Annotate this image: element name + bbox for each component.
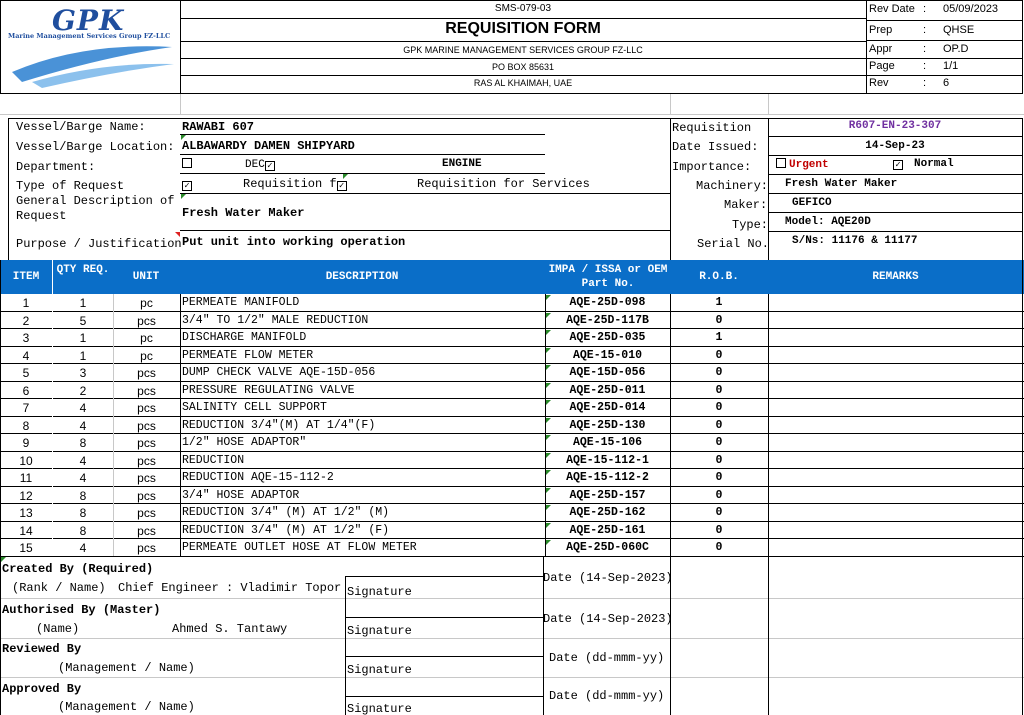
cell-part-no[interactable]: AQE-25D-117B [566, 313, 649, 327]
approved-by-title: Approved By [2, 682, 82, 696]
cell-remarks[interactable] [770, 366, 1020, 380]
cell-unit[interactable]: pcs [137, 523, 156, 538]
cell-item[interactable]: 7 [22, 401, 30, 415]
req-items-checkbox[interactable]: ✓ [182, 181, 192, 191]
deck-checkbox[interactable] [182, 158, 192, 168]
cell-qty[interactable]: 1 [79, 331, 87, 345]
date-issued-value[interactable]: 14-Sep-23 [865, 140, 925, 152]
cell-rob[interactable]: 0 [715, 383, 723, 397]
req-items-label: Requisition f [243, 177, 337, 191]
cell-qty[interactable]: 8 [79, 488, 87, 503]
cell-rob[interactable]: 0 [715, 401, 723, 414]
cell-item[interactable]: 10 [19, 453, 33, 468]
cell-remarks[interactable] [770, 349, 1020, 363]
cell-item[interactable]: 8 [22, 418, 30, 433]
engine-checkbox[interactable]: ✓ [265, 161, 275, 171]
meta-page-sep: : [923, 60, 927, 72]
cell-item[interactable]: 14 [19, 523, 33, 538]
cell-qty[interactable]: 8 [79, 436, 87, 450]
meta-rev-date-sep: : [923, 3, 927, 15]
company-logo [2, 2, 178, 92]
cell-qty[interactable]: 2 [79, 383, 87, 398]
cell-unit[interactable]: pcs [137, 313, 156, 328]
maker-label: Maker: [724, 198, 768, 212]
cell-rob[interactable]: 0 [715, 418, 723, 432]
cell-rob[interactable]: 1 [715, 331, 723, 344]
cell-part-no[interactable]: AQE-15-112-2 [566, 471, 649, 484]
cell-rob[interactable]: 0 [715, 348, 723, 362]
requisition-label: Requisition [672, 121, 752, 135]
cell-item[interactable]: 15 [19, 541, 33, 555]
table-row[interactable] [0, 399, 1024, 417]
cell-remarks[interactable] [770, 419, 1020, 433]
cell-unit[interactable]: pcs [137, 418, 156, 433]
approved-signature-label: Signature [347, 702, 412, 715]
cell-unit[interactable]: pcs [137, 383, 156, 398]
cell-part-no[interactable]: AQE-25D-098 [569, 296, 646, 309]
approved-date[interactable]: Date (dd-mmm-yy) [549, 689, 665, 703]
meta-rev-sep: : [923, 77, 927, 89]
cell-unit[interactable]: pcs [137, 488, 156, 503]
cell-qty[interactable]: 4 [79, 418, 87, 433]
cell-part-no[interactable]: AQE-25D-157 [569, 488, 646, 502]
col-header-qty: QTY REQ. [56, 264, 110, 276]
cell-rob[interactable]: 0 [715, 506, 723, 519]
cell-remarks[interactable] [770, 506, 1020, 520]
reviewed-signature-label: Signature [347, 663, 412, 677]
urgent-option[interactable] [776, 158, 829, 171]
cell-remarks[interactable] [770, 541, 1020, 555]
cell-remarks[interactable] [770, 471, 1020, 485]
cell-qty[interactable]: 1 [79, 348, 87, 363]
created-by-sub: (Rank / Name) [12, 581, 106, 595]
cell-item[interactable]: 12 [19, 488, 33, 503]
request-type-label: Type of Request [16, 179, 125, 193]
meta-page-label: Page [869, 60, 895, 72]
cell-rob[interactable]: 0 [715, 471, 723, 484]
header-block [0, 0, 1024, 95]
table-row[interactable] [0, 487, 1024, 505]
cell-part-no[interactable]: AQE-25D-035 [569, 331, 646, 344]
col-header-remarks: REMARKS [872, 271, 919, 283]
normal-label: Normal [914, 158, 954, 170]
signoff-block [0, 556, 1024, 715]
cell-part-no[interactable]: AQE-25D-011 [569, 383, 646, 397]
machinery-label: Machinery: [696, 179, 769, 193]
importance-label: Importance: [672, 160, 752, 174]
cell-unit[interactable]: pcs [137, 506, 156, 520]
reviewed-by-sub: (Management / Name) [58, 661, 195, 675]
cell-item[interactable]: 11 [19, 471, 33, 485]
type-label: Type: [732, 218, 769, 232]
cell-item[interactable]: 4 [22, 348, 30, 363]
authorised-by-name[interactable]: Ahmed S. Tantawy [172, 622, 288, 636]
cell-qty[interactable]: 4 [79, 471, 87, 485]
cell-item[interactable]: 13 [19, 506, 33, 520]
cell-part-no[interactable]: AQE-25D-161 [569, 523, 646, 537]
cell-remarks[interactable] [770, 296, 1020, 310]
cell-description[interactable]: SALINITY CELL SUPPORT [182, 401, 327, 414]
cell-item[interactable]: 6 [22, 383, 30, 398]
created-date[interactable]: Date (14-Sep-2023) [543, 571, 673, 585]
created-by-name[interactable]: Chief Engineer : Vladimir Topor [118, 581, 342, 595]
machinery-value[interactable]: Fresh Water Maker [785, 178, 898, 190]
cell-part-no[interactable]: AQE-25D-162 [569, 506, 646, 519]
meta-prep-value: QHSE [943, 24, 975, 36]
meta-appr-label: Appr [869, 43, 893, 55]
cell-rob[interactable]: 0 [715, 488, 723, 502]
table-row[interactable] [0, 382, 1024, 400]
table-body [0, 294, 1024, 556]
urgent-label: Urgent [789, 159, 829, 171]
cell-unit[interactable]: pcs [137, 436, 156, 450]
cell-remarks[interactable] [770, 331, 1020, 345]
cell-part-no[interactable]: AQE-15D-056 [569, 366, 646, 379]
authorised-date[interactable]: Date (14-Sep-2023) [543, 612, 673, 626]
cell-item[interactable]: 2 [22, 313, 30, 328]
vessel-location-value[interactable]: ALBAWARDY DAMEN SHIPYARD [182, 139, 355, 153]
cell-rob[interactable]: 1 [715, 296, 723, 309]
cell-remarks[interactable] [770, 436, 1020, 450]
meta-rev-date-value: 05/09/2023 [943, 3, 999, 15]
cell-rob[interactable]: 0 [715, 366, 723, 379]
table-row[interactable] [0, 522, 1024, 540]
logo-main-text: GPK [52, 4, 125, 37]
req-items-option[interactable] [182, 177, 350, 191]
table-row[interactable] [0, 417, 1024, 435]
items-table [0, 260, 1024, 556]
purpose-value[interactable]: Put unit into working operation [182, 235, 406, 249]
cell-description[interactable]: DUMP CHECK VALVE AQE-15D-056 [182, 366, 376, 379]
cell-description[interactable]: PERMEATE MANIFOLD [182, 296, 300, 309]
cell-qty[interactable]: 1 [79, 296, 87, 310]
vessel-info-block [0, 116, 1024, 260]
cell-part-no[interactable]: AQE-25D-060C [566, 541, 649, 554]
cell-item[interactable]: 1 [22, 296, 30, 310]
cell-remarks[interactable] [770, 489, 1020, 503]
cell-description[interactable]: REDUCTION 3/4" (M) AT 1/2" (M) [182, 506, 390, 519]
meta-panel [866, 0, 1024, 93]
purpose-label: Purpose / Justification [16, 237, 182, 251]
requisition-number[interactable]: R607-EN-23-307 [848, 120, 942, 132]
table-row[interactable] [0, 364, 1024, 382]
meta-rev-label: Rev [869, 77, 889, 89]
cell-item[interactable]: 5 [22, 366, 30, 380]
logo-sub-text: Marine Management Services Group FZ-LLC [8, 32, 171, 40]
col-header-rob: R.O.B. [699, 271, 739, 283]
meta-prep-label: Prep [869, 24, 893, 36]
cell-description[interactable]: PRESSURE REGULATING VALVE [182, 383, 355, 397]
cell-description[interactable]: PERMEATE FLOW METER [182, 348, 314, 362]
po-box: PO BOX 85631 [491, 62, 555, 72]
meta-appr-sep: : [923, 43, 927, 55]
cell-description[interactable]: REDUCTION [182, 453, 245, 467]
vessel-location-label: Vessel/Barge Location: [16, 140, 175, 154]
cell-qty[interactable]: 4 [79, 541, 87, 555]
cell-rob[interactable]: 0 [715, 541, 723, 554]
cell-unit[interactable]: pc [140, 348, 153, 363]
col-header-item: ITEM [12, 271, 40, 283]
cell-unit[interactable]: pc [140, 331, 153, 345]
cell-unit[interactable]: pcs [137, 541, 156, 555]
cell-part-no[interactable]: AQE-25D-130 [569, 418, 646, 432]
cell-description[interactable]: 1/2" HOSE ADAPTOR" [182, 436, 307, 449]
table-row[interactable] [0, 452, 1024, 470]
reviewed-date[interactable]: Date (dd-mmm-yy) [549, 651, 665, 665]
cell-remarks[interactable] [770, 314, 1020, 328]
general-desc-label: General Description of Request [16, 194, 175, 223]
created-signature-label: Signature [347, 585, 412, 599]
table-row[interactable] [0, 469, 1024, 487]
req-services-checkbox[interactable]: ✓ [337, 181, 347, 191]
cell-description[interactable]: 3/4" TO 1/2" MALE REDUCTION [182, 313, 369, 327]
serial-value[interactable]: S/Ns: 11176 & 11177 [792, 235, 918, 247]
cell-item[interactable]: 9 [22, 436, 30, 450]
cell-rob[interactable]: 0 [715, 436, 723, 449]
doc-code: SMS-079-03 [494, 3, 552, 14]
table-row[interactable] [0, 504, 1024, 522]
cell-part-no[interactable]: AQE-15-010 [572, 348, 642, 362]
reviewed-by-title: Reviewed By [2, 642, 82, 656]
authorised-by-title: Authorised By (Master) [2, 603, 161, 617]
cell-qty[interactable]: 4 [79, 401, 87, 415]
dept-engine-label: ENGINE [442, 158, 482, 170]
cell-remarks[interactable] [770, 384, 1020, 398]
table-row[interactable] [0, 539, 1024, 557]
cell-description[interactable]: DISCHARGE MANIFOLD [182, 331, 307, 344]
type-value[interactable]: Model: AQE20D [785, 216, 871, 228]
cell-description[interactable]: REDUCTION 3/4"(M) AT 1/4"(F) [182, 418, 376, 432]
cell-description[interactable]: PERMEATE OUTLET HOSE AT FLOW METER [182, 541, 417, 554]
cell-description[interactable]: 3/4" HOSE ADAPTOR [182, 488, 300, 502]
normal-checkbox[interactable]: ✓ [893, 160, 903, 170]
authorised-signature-label: Signature [347, 624, 412, 638]
company-name: GPK MARINE MANAGEMENT SERVICES GROUP FZ-LLC [403, 45, 643, 55]
cell-qty[interactable]: 5 [79, 313, 87, 328]
meta-rev-value: 6 [943, 77, 950, 89]
table-row[interactable] [0, 312, 1024, 330]
maker-value[interactable]: GEFICO [792, 197, 832, 209]
cell-description[interactable]: REDUCTION AQE-15-112-2 [182, 471, 334, 484]
cell-part-no[interactable]: AQE-15-106 [572, 436, 642, 449]
meta-rev-date-label: Rev Date [869, 3, 915, 15]
cell-qty[interactable]: 8 [79, 523, 87, 538]
col-header-unit: UNIT [132, 271, 160, 283]
normal-option[interactable] [893, 158, 954, 170]
cell-unit[interactable]: pcs [137, 366, 156, 380]
cell-remarks[interactable] [770, 401, 1020, 415]
meta-appr-value: OP.D [943, 43, 969, 55]
cell-part-no[interactable]: AQE-15-112-1 [566, 453, 649, 467]
cell-description[interactable]: REDUCTION 3/4" (M) AT 1/2" (F) [182, 523, 390, 537]
cell-unit[interactable]: pcs [137, 471, 156, 485]
table-row[interactable] [0, 347, 1024, 365]
cell-rob[interactable]: 0 [715, 453, 723, 467]
general-desc-value[interactable]: Fresh Water Maker [182, 206, 305, 220]
created-by-title: Created By (Required) [2, 562, 154, 576]
dept-deck-option[interactable] [182, 158, 278, 171]
cell-rob[interactable]: 0 [715, 523, 723, 537]
meta-page-value: 1/1 [943, 60, 959, 72]
req-services-label: Requisition for Services [417, 177, 590, 191]
date-issued-label: Date Issued: [672, 140, 759, 154]
cell-qty[interactable]: 8 [79, 506, 87, 520]
authorised-by-sub: (Name) [36, 622, 80, 636]
cell-item[interactable]: 3 [22, 331, 30, 345]
vessel-name-value[interactable]: RAWABI 607 [182, 120, 255, 134]
department-label: Department: [16, 160, 96, 174]
cell-remarks[interactable] [770, 524, 1020, 538]
cell-qty[interactable]: 4 [79, 453, 87, 468]
serial-label: Serial No. [697, 237, 770, 251]
meta-prep-sep: : [923, 24, 927, 36]
form-title: REQUISITION FORM [445, 20, 601, 37]
vessel-name-label: Vessel/Barge Name: [16, 120, 146, 134]
cell-unit[interactable]: pcs [137, 401, 156, 415]
cell-remarks[interactable] [770, 454, 1020, 468]
location-address: RAS AL KHAIMAH, UAE [473, 78, 573, 88]
table-header [0, 260, 1024, 294]
cell-unit[interactable]: pc [140, 296, 153, 310]
cell-rob[interactable]: 0 [715, 313, 723, 327]
dept-deck-label: DEC [245, 159, 265, 171]
table-row[interactable] [0, 434, 1024, 452]
table-row[interactable] [0, 294, 1024, 312]
approved-by-sub: (Management / Name) [58, 700, 195, 714]
col-header-part-no: IMPA / ISSA or OEM Part No. [548, 264, 668, 290]
cell-qty[interactable]: 3 [79, 366, 87, 380]
col-header-description: DESCRIPTION [325, 271, 399, 283]
cell-part-no[interactable]: AQE-25D-014 [569, 401, 646, 414]
urgent-checkbox[interactable] [776, 158, 786, 168]
table-row[interactable] [0, 329, 1024, 347]
cell-unit[interactable]: pcs [137, 453, 156, 468]
